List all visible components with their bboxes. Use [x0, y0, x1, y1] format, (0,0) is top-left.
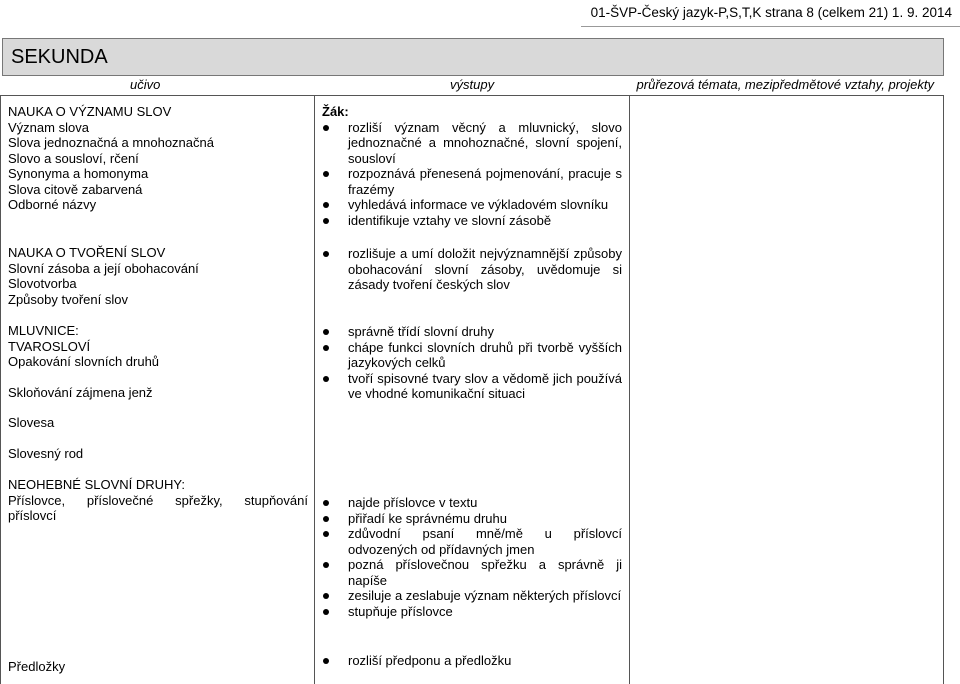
list-item: identifikuje vztahy ve slovní zásobě	[322, 213, 622, 229]
list-item: pozná příslovečnou spřežku a správně ji napíše	[322, 557, 622, 588]
list-item: Slova citově zabarvená	[8, 181, 143, 197]
list-item: rozpoznává přenesená pojmenování, pracuje s frazémy	[322, 166, 622, 197]
list-item: chápe funkci slovních druhů při tvorbě vyšších jazykových celků	[322, 340, 622, 371]
list-item: Slovní zásoba a její obohacování	[8, 260, 199, 276]
section-heading: NAUKA O TVOŘENÍ SLOV	[8, 245, 166, 260]
table-border-right	[943, 95, 944, 684]
list-item: najde příslovce v textu	[322, 495, 622, 511]
list-item: Slovo a sousloví, rčení	[8, 150, 139, 166]
list-item: Způsoby tvoření slov	[8, 291, 128, 307]
list-item: Příslovce, příslovečné spřežky, stupňování	[8, 492, 308, 508]
column-divider-2	[629, 95, 630, 684]
list-item: Odborné názvy	[8, 197, 97, 212]
list-item: zesiluje a zeslabuje význam některých příslovcí	[322, 588, 622, 604]
section-tvoreni-vystupy	[322, 246, 622, 293]
section-predlozky-ucivo	[8, 659, 308, 675]
list-item-row	[8, 385, 308, 401]
list-item: Skloňování zájmena jenž	[8, 385, 153, 400]
header-prurezova: průřezová témata, mezipředmětové vztahy, projekty	[636, 77, 934, 92]
list-item: tvoří spisovné tvary slov a vědomě jich používá ve vhodné komunikační situaci	[322, 371, 622, 402]
list-item: Slova jednoznačná a mnohoznačná	[8, 135, 214, 150]
list-item: Synonyma a homonyma	[8, 166, 149, 181]
list-item-row	[8, 446, 308, 462]
section-heading: Předložky	[8, 659, 66, 674]
list-item: rozlišuje a umí doložit nejvýznamnější způsoby obohacování slovní zásoby, uvědomuje si zásady tvoření českých slov	[322, 246, 622, 293]
table-rule	[0, 95, 944, 96]
title-bar	[2, 38, 944, 76]
list-item-row	[8, 415, 308, 431]
table-header	[0, 75, 944, 95]
list-item: zdůvodní psaní mně/mě u příslovcí odvozených od přídavných jmen	[322, 526, 622, 557]
list-item: vyhledává informace ve výkladovém slovníku	[322, 197, 622, 213]
section-vyznam-ucivo	[8, 104, 308, 213]
section-tvaroslovi-ucivo	[8, 323, 308, 370]
list-item: přiřadí ke správnému druhu	[322, 511, 622, 527]
list-item: příslovcí	[8, 508, 57, 523]
header-ucivo: učivo	[130, 77, 161, 92]
section-neohebne-ucivo	[8, 477, 308, 524]
section-predlozky-vystupy	[322, 653, 622, 669]
header-vystupy: výstupy	[450, 77, 495, 92]
section-subheading: TVAROSLOVÍ	[8, 338, 91, 354]
list-item: rozliší význam věcný a mluvnický, slovo jednoznačné a mnohoznačné, slovní spojení, sousloví	[322, 120, 622, 167]
table-border-left	[0, 95, 1, 684]
section-tvaroslovi-vystupy	[322, 324, 622, 402]
page-title: SEKUNDA	[11, 46, 108, 68]
list-item: stupňuje příslovce	[322, 604, 622, 620]
column-divider-1	[314, 95, 315, 684]
list-item: Opakování slovních druhů	[8, 354, 160, 369]
list-item: správně třídí slovní druhy	[322, 324, 622, 340]
page-header: 01-ŠVP-Český jazyk-P,S,T,K strana 8 (celkem 21) 1. 9. 2014	[591, 3, 952, 23]
section-heading: MLUVNICE:	[8, 323, 79, 338]
section-heading: NEOHEBNÉ SLOVNÍ DRUHY:	[8, 477, 185, 492]
list-item: Slovesný rod	[8, 446, 84, 461]
section-neohebne-vystupy	[322, 495, 622, 619]
section-vyznam-vystupy	[322, 104, 622, 228]
list-item: Význam slova	[8, 119, 89, 135]
list-item: Slovotvorba	[8, 276, 77, 291]
section-tvoreni-ucivo	[8, 245, 308, 307]
list-item: Slovesa	[8, 415, 55, 430]
section-heading: NAUKA O VÝZNAMU SLOV	[8, 104, 172, 119]
zak-label: Žák:	[322, 104, 349, 119]
list-item: rozliší předponu a předložku	[322, 653, 622, 669]
